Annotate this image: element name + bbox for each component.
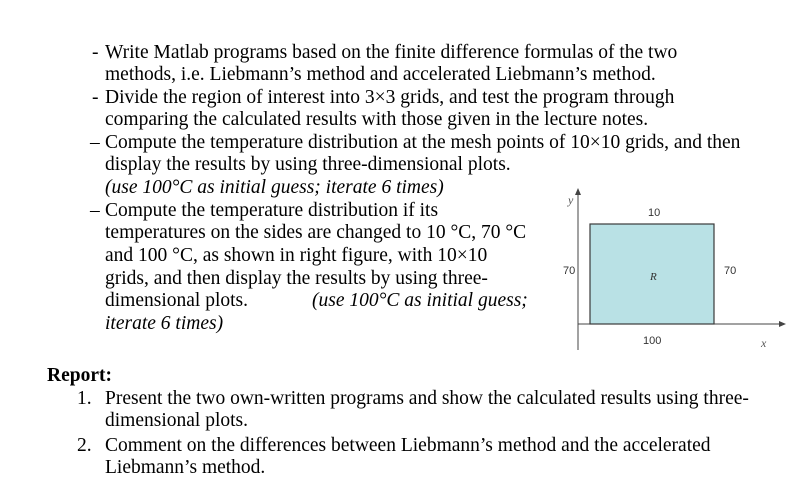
bullet-3-line-1: Compute the temperature distribution at the mesh points of 10×10 grids, and then (105, 132, 741, 153)
bullet-3-line-2: display the results by using three-dimensional plots. (105, 154, 511, 175)
bullet-2-line-1: Divide the region of interest into 3×3 grids, and test the program through (105, 87, 675, 108)
bullet-4-line-5: dimensional plots. (105, 290, 248, 311)
bullet-4-line-3: and 100 °C, as shown in right figure, with 10×10 (105, 245, 488, 266)
right-boundary-label: 70 (724, 265, 737, 277)
x-axis-label: x (761, 336, 767, 350)
y-axis-label: y (568, 193, 574, 207)
bullet-4-line-1: Compute the temperature distribution if its (105, 200, 439, 221)
bullet-4-note-inline: (use 100°C as initial guess; (312, 290, 528, 311)
report-item-1-line-1: Present the two own-written programs and show the calculated results using three- (105, 388, 749, 409)
report-item-2-number: 2. (77, 435, 92, 456)
bullet-1-line-2: methods, i.e. Liebmann’s method and accelerated Liebmann’s method. (105, 64, 656, 85)
bullet-dash: – (90, 200, 100, 221)
bullet-dash: – (90, 132, 100, 153)
bullet-dash: - (92, 87, 99, 108)
bullet-1-line-1: Write Matlab programs based on the finite difference formulas of the two (105, 42, 678, 63)
bullet-4-note-end: iterate 6 times) (105, 313, 224, 334)
y-axis-arrow (575, 188, 581, 195)
region-label: R (650, 271, 657, 283)
bullet-4-line-4: grids, and then display the results by using three- (105, 268, 488, 289)
left-boundary-label: 70 (563, 265, 576, 277)
top-boundary-label: 10 (648, 207, 661, 219)
bullet-4-line-2: temperatures on the sides are changed to 10 °C, 70 °C (105, 222, 527, 243)
bottom-boundary-label: 100 (643, 335, 662, 347)
report-item-2-line-2: Liebmann’s method. (105, 457, 266, 478)
bullet-dash: - (92, 42, 99, 63)
boundary-condition-figure (556, 188, 786, 358)
bullet-2-line-2: comparing the calculated results with those given in the lecture notes. (105, 109, 649, 130)
bullet-3-note: (use 100°C as initial guess; iterate 6 times) (105, 177, 444, 198)
x-axis-arrow (779, 321, 786, 327)
report-item-1-number: 1. (77, 388, 92, 409)
report-item-1-line-2: dimensional plots. (105, 410, 248, 431)
report-item-2-line-1: Comment on the differences between Liebmann’s method and the accelerated (105, 435, 711, 456)
report-heading: Report: (47, 365, 112, 386)
